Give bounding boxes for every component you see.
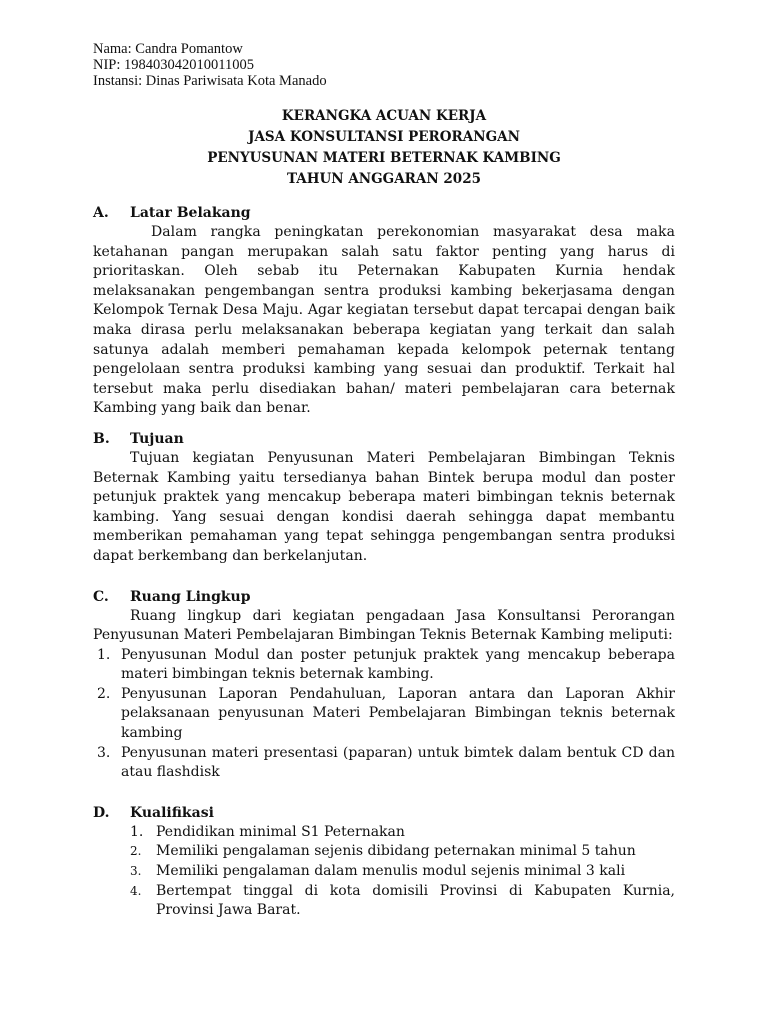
list-item [93,842,675,862]
section-paragraph: Dalam rangka peningkatan perekonomian masyarakat desa maka ketahanan pangan merupakan salah satu faktor penting yang harus di prioritaskan. Oleh sebab itu Peternakan Kabupaten Kurnia hendak melaksanakan pengembangan sentra produksi kambing bekerjasama dengan Kelompok Ternak Desa Maju. Agar kegiatan tersebut dapat tercapai dengan baik maka dirasa perlu melaksanakan beberapa kegiatan yang terkait dan salah satunya adalah memberi pemahaman kepada kelompok peternak tentang pengelolaan sentra produksi kambing yang sesuai dan produktif. Terkait hal tersebut maka perlu disediakan bahan/ materi pembelajaran cara beternak Kambing yang baik dan benar. [93,224,675,417]
section-heading [93,429,675,449]
scope-list [93,646,675,783]
list-number: 1. [130,823,144,840]
author-info [93,41,675,89]
list-item [93,823,675,843]
section-letter: B. [93,430,110,447]
list-text: Penyusunan Modul dan poster petunjuk praktek yang mencakup beberapa materi bimbingan teknis beternak kambing. [121,646,675,683]
list-item [93,862,675,882]
list-number: 1. [97,646,111,663]
list-number: 2. [130,844,142,859]
qualification-list [93,823,675,921]
section-letter: A. [93,205,109,221]
list-text: Memiliki pengalaman dalam menulis modul sejenis minimal 3 kali [156,863,626,880]
author-nip: NIP: 198403042010011005 [93,57,254,73]
list-text: Bertempat tinggal di kota domisili Provinsi di Kabupaten Kurnia, Provinsi Jawa Barat. [156,882,675,919]
section-title: Kualifikasi [130,804,214,821]
list-item [93,685,675,744]
author-name: Nama: Candra Pomantow [93,41,243,57]
title-line-1: KERANGKA ACUAN KERJA [281,108,487,124]
section-paragraph: Tujuan kegiatan Penyusunan Materi Pembelajaran Bimbingan Teknis Beternak Kambing yaitu tersedianya bahan Bintek berupa modul dan poster petunjuk praktek yang mencakup beberapa materi bimbingan teknis beternak kambing. Yang sesuai dengan kondisi daerah sehingga dapat membantu memberikan pemahaman yang tepat sehingga pengembangan sentra produksi dapat berkembang dan berkelanjutan. [93,449,675,564]
section-letter: C. [93,588,109,605]
section-title: Latar Belakang [130,205,251,221]
list-text: Penyusunan materi presentasi (paparan) untuk bimtek dalam bentuk CD dan atau flashdisk [121,744,675,781]
section-paragraph: Ruang lingkup dari kegiatan pengadaan Jasa Konsultansi Perorangan Penyusunan Materi Pembelajaran Bimbingan Teknis Beternak Kambing meliputi: [93,607,675,644]
list-number: 3. [97,744,111,761]
section-heading [93,803,675,823]
section-title: Tujuan [130,430,184,447]
section-heading [93,587,675,607]
section-ruang-lingkup [93,587,675,783]
document-title [93,106,675,190]
list-text: Pendidikan minimal S1 Peternakan [156,823,405,840]
list-item [93,744,675,783]
list-number: 3. [130,864,142,879]
title-line-3: PENYUSUNAN MATERI BETERNAK KAMBING [207,150,561,166]
section-heading [93,203,675,223]
title-line-2: JASA KONSULTANSI PERORANGAN [248,129,520,145]
section-kualifikasi [93,803,675,921]
list-number: 2. [97,685,111,702]
section-letter: D. [93,804,110,821]
list-item [93,646,675,685]
section-latar-belakang [93,203,675,419]
document-page [93,41,675,921]
list-text: Penyusunan Laporan Pendahuluan, Laporan antara dan Laporan Akhir pelaksanaan penyusunan Materi Pembelajaran Bimbingan teknis beternak kambing [121,685,675,742]
list-text: Memiliki pengalaman sejenis dibidang peternakan minimal 5 tahun [156,843,636,860]
section-title: Ruang Lingkup [130,588,251,605]
list-number: 4. [130,883,142,898]
author-institution: Instansi: Dinas Pariwisata Kota Manado [93,73,327,89]
section-tujuan [93,429,675,567]
list-item [93,882,675,921]
title-line-4: TAHUN ANGGARAN 2025 [286,171,481,187]
